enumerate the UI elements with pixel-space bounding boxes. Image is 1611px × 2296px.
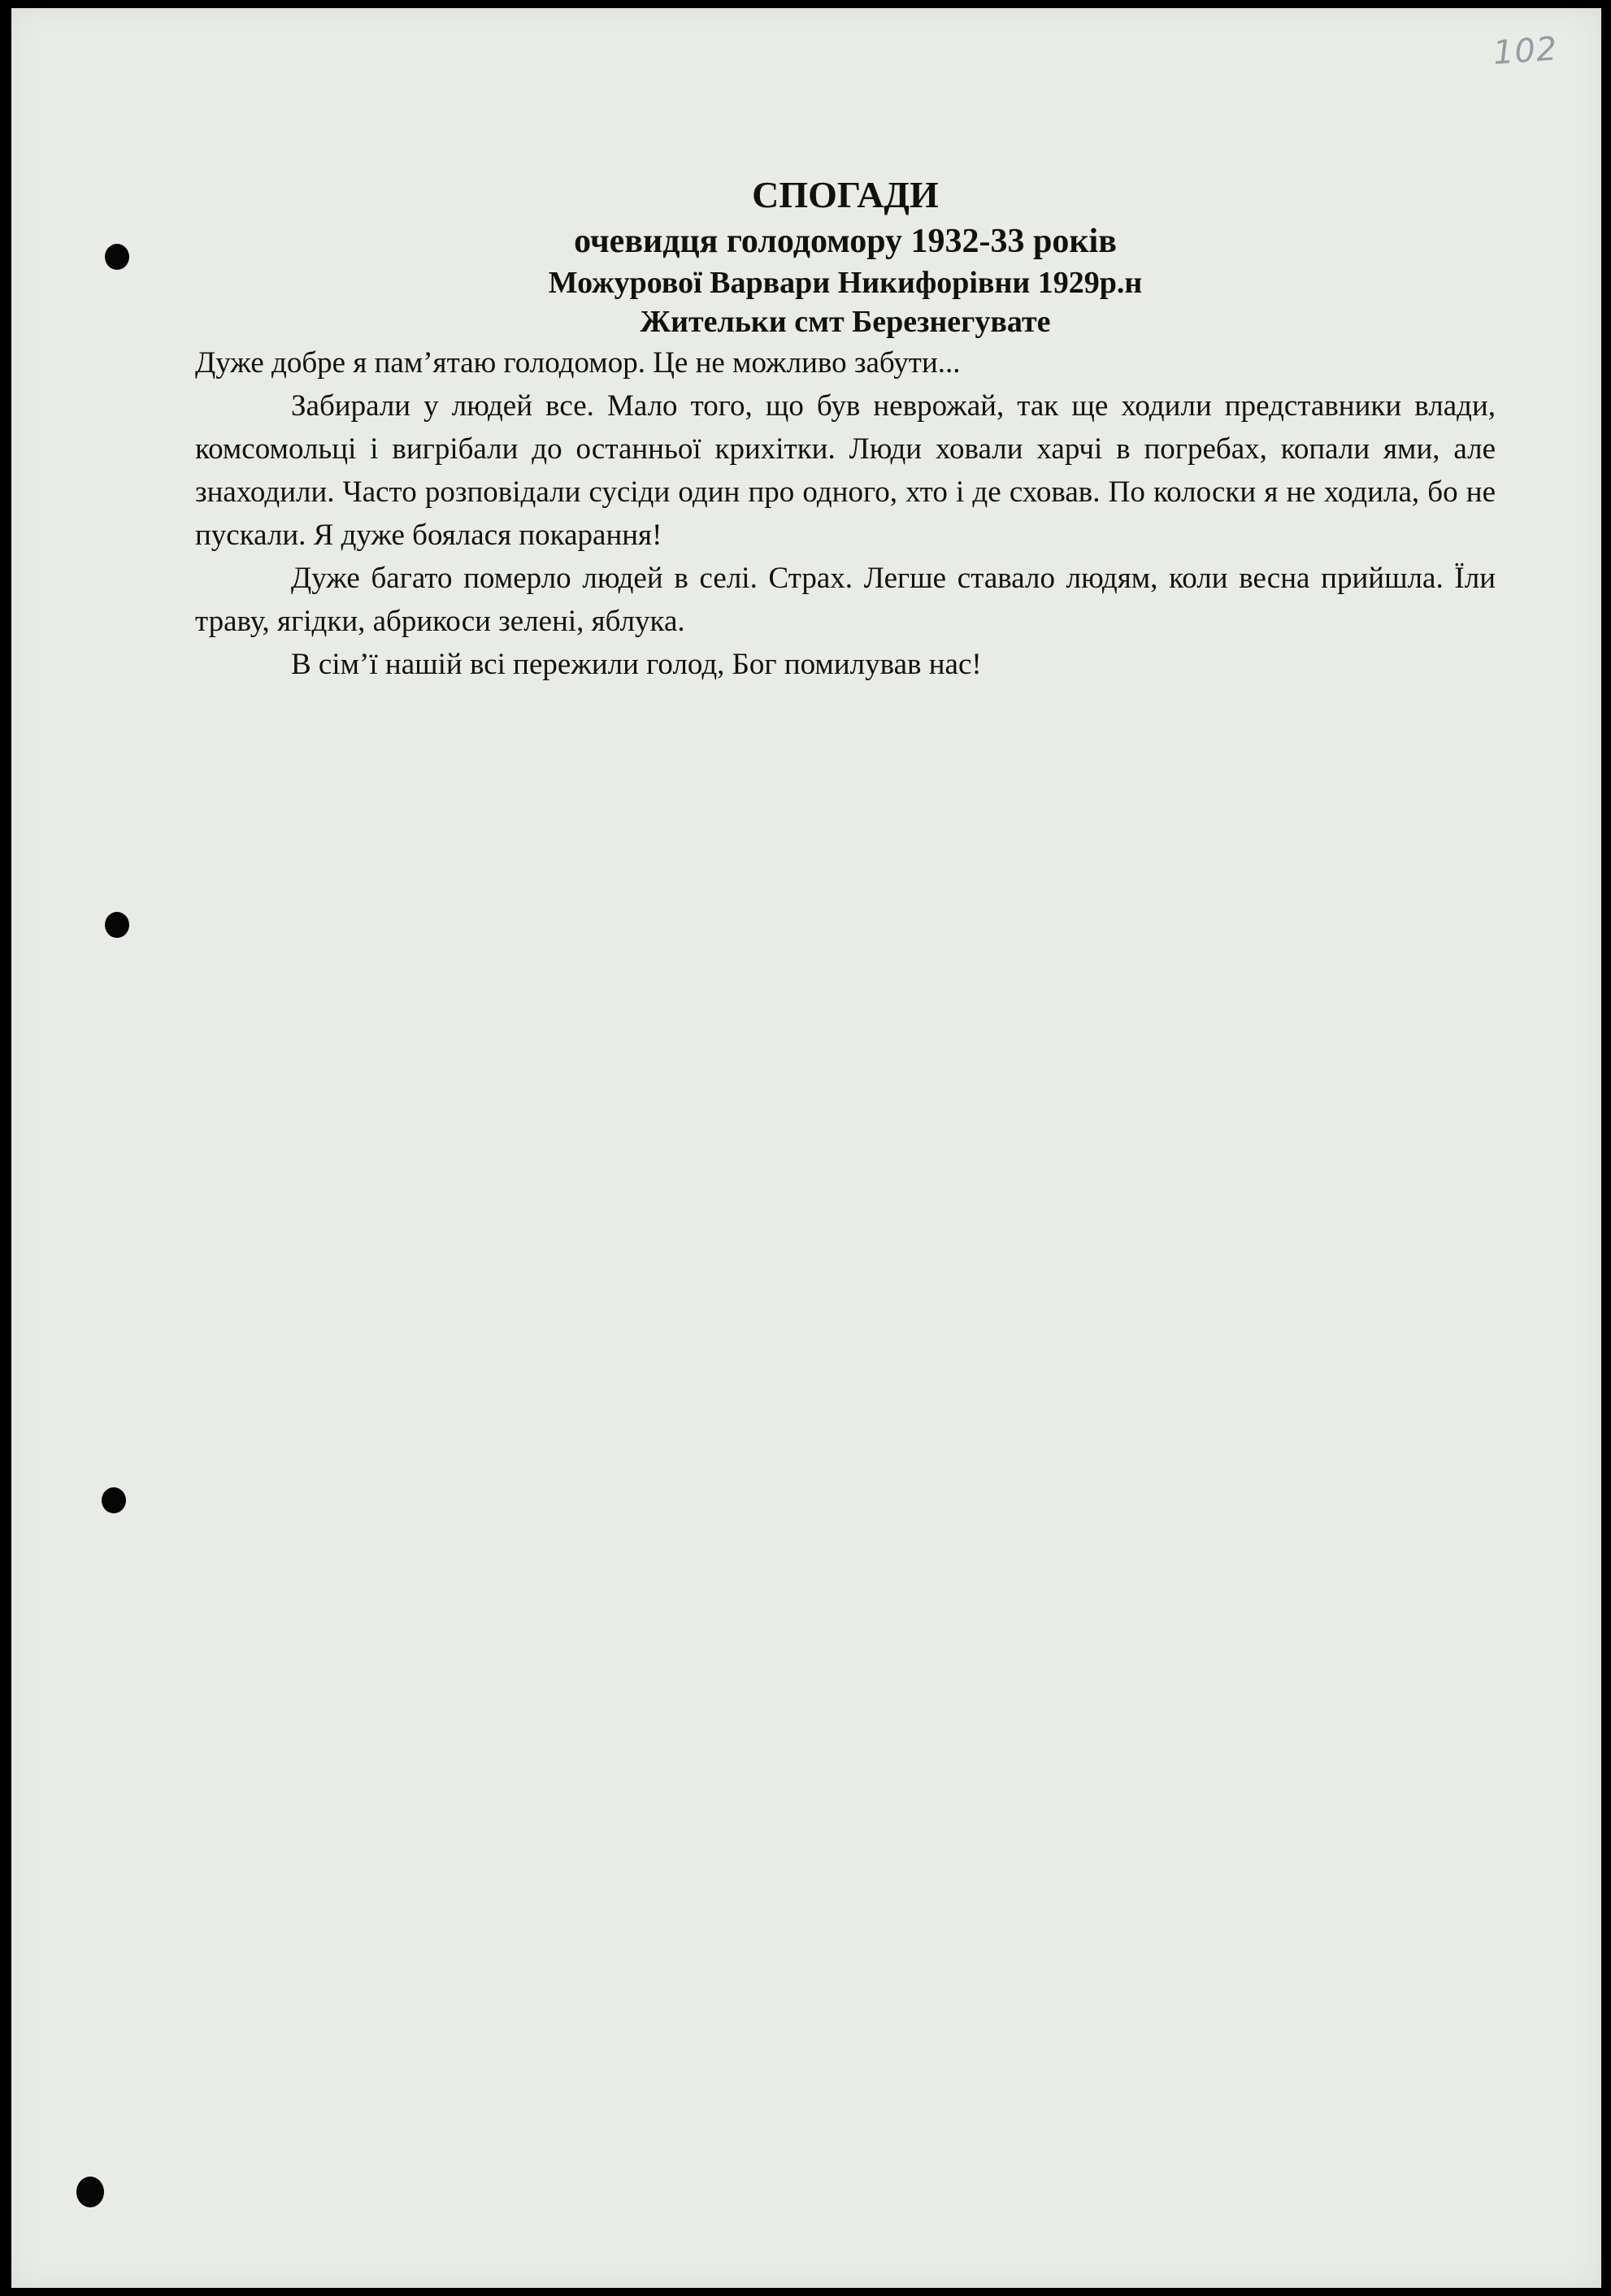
paragraph-4: В сім’ї нашій всі пережили голод, Бог помилував нас! xyxy=(291,648,982,681)
paragraph-2: Забирали у людей все. Мало того, що був неврожай, так ще ходили представники влади, комсомольці і вигрібали до останньої крихітки. Люди ховали харчі в погребах, копали ями, але знаходили. Часто розповідали сусіди один про одного, хто і де сховав. По колоски я не ходила, бо не пускали. Я дуже боялася покарання! xyxy=(195,389,1496,552)
paragraph-1: Дуже добре я пам’ятаю голодомор. Це не можливо забути... xyxy=(195,346,961,380)
subtitle-line-2: Можурової Варвари Никифорівни 1929р.н xyxy=(548,266,1143,300)
punch-hole xyxy=(105,912,129,938)
document-title: СПОГАДИ xyxy=(752,174,939,215)
punch-hole xyxy=(76,2177,104,2207)
page-number: 102 xyxy=(1492,30,1559,72)
punch-hole xyxy=(105,244,129,270)
subtitle-line-3: Жительки смт Березнегувате xyxy=(640,305,1051,339)
document-content xyxy=(195,171,1496,686)
punch-hole xyxy=(102,1487,126,1513)
paragraph-3: Дуже багато померло людей в селі. Страх. Легше ставало людям, коли весна прийшла. Їли траву, ягідки, абрикоси зелені, яблука. xyxy=(195,562,1496,638)
document-page xyxy=(11,8,1601,2288)
subtitle-line-1: очевидця голодомору 1932-33 років xyxy=(574,223,1117,260)
